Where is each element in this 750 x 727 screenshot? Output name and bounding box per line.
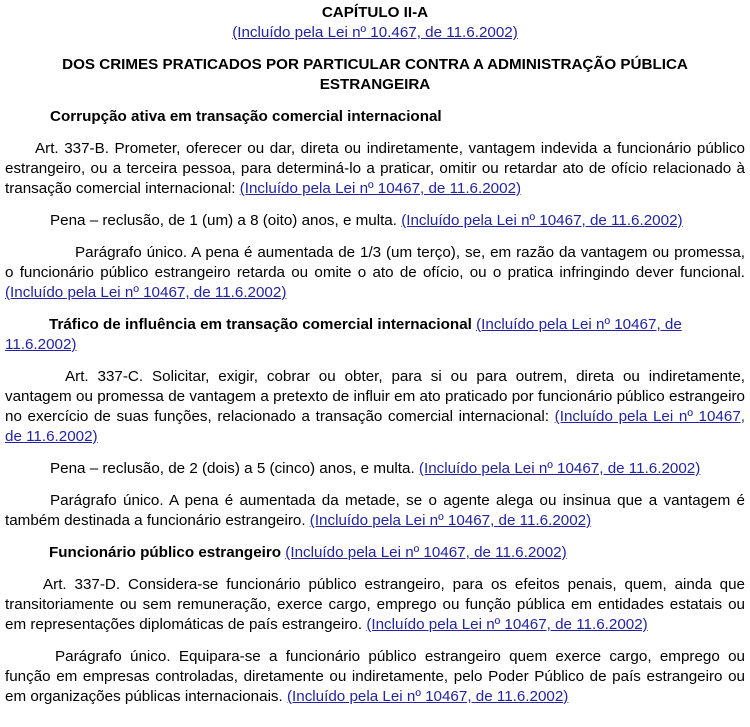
paragrafo-337c-law-link[interactable]: (Incluído pela Lei nº 10467, de 11.6.2002)	[309, 512, 592, 529]
pena-337c-law-link[interactable]: (Incluído pela Lei nº 10467, de 11.6.2002)	[418, 460, 701, 477]
section-title: DOS CRIMES PRATICADOS POR PARTICULAR CONTRA A ADMINISTRAÇÃO PÚBLICA ESTRANGEIRA	[62, 56, 688, 93]
article-337b-text: Art. 337-B. Prometer, oferecer ou dar, direta ou indiretamente, vantagem indevida a funcionário público estrangeiro, ou a terceira pessoa, para determiná-lo a praticar, omitir ou retardar ato de ofício relacionado à transação comercial internacional:	[5, 140, 745, 197]
heading-trafico-law-link[interactable]: (Incluído pela Lei nº 10467, de 11.6.2002)	[5, 316, 682, 353]
pena-337b-text: Pena – reclusão, de 1 (um) a 8 (oito) anos, e multa.	[50, 212, 402, 229]
heading-trafico-influencia-title: Tráfico de influência em transação comercial internacional	[49, 316, 472, 333]
chapter-note	[5, 23, 745, 43]
heading-funcionario-title: Funcionário público estrangeiro	[49, 544, 282, 561]
heading-trafico-influencia	[5, 315, 745, 355]
pena-337b	[5, 211, 745, 231]
chapter-title: CAPÍTULO II-A	[321, 4, 429, 21]
paragrafo-337b-law-link[interactable]: (Incluído pela Lei nº 10467, de 11.6.2002)	[5, 284, 287, 301]
paragrafo-337d-law-link[interactable]: (Incluído pela Lei nº 10467, de 11.6.2002)	[286, 688, 569, 705]
paragrafo-337d	[5, 647, 745, 707]
pena-337c-text: Pena – reclusão, de 2 (dois) a 5 (cinco) anos, e multa.	[50, 460, 419, 477]
article-337c	[5, 367, 745, 447]
paragrafo-337b	[5, 243, 745, 303]
paragrafo-337c-text: Parágrafo único. A pena é aumentada da metade, se o agente alega ou insinua que a vantagem é também destinada a funcionário estrangeiro.	[5, 492, 745, 529]
heading-funcionario-estrangeiro	[5, 543, 745, 563]
article-337b	[5, 139, 745, 199]
article-337b-law-link[interactable]: (Incluído pela Lei nº 10467, de 11.6.2002)	[239, 180, 522, 197]
article-337d-text: Art. 337-D. Considera-se funcionário público estrangeiro, para os efeitos penais, quem, ainda que transitoriamente ou sem remuneração, exerce cargo, emprego ou função pública em entidades estatais ou em representações diplomáticas de país estrangeiro.	[5, 576, 745, 633]
article-337d	[5, 575, 745, 635]
pena-337c	[5, 459, 745, 479]
paragrafo-337d-text: Parágrafo único. Equipara-se a funcionário público estrangeiro quem exerce cargo, emprego ou função em empresas controladas, diretamente ou indiretamente, pelo Poder Público de país estrangeiro ou em organizações públicas internacionais.	[5, 648, 745, 705]
heading-corrupcao-ativa: Corrupção ativa em transação comercial internacional	[50, 108, 442, 125]
paragrafo-337c	[5, 491, 745, 531]
article-337d-law-link[interactable]: (Incluído pela Lei nº 10467, de 11.6.2002)	[366, 616, 648, 633]
heading-funcionario-law-link[interactable]: (Incluído pela Lei nº 10467, de 11.6.2002)	[285, 544, 567, 561]
chapter-law-link[interactable]: (Incluído pela Lei nº 10.467, de 11.6.2002)	[232, 24, 518, 41]
paragrafo-337b-text: Parágrafo único. A pena é aumentada de 1/3 (um terço), se, em razão da vantagem ou promessa, o funcionário público estrangeiro retarda ou omite o ato de ofício, ou o pratica infringindo dever funcional.	[5, 244, 745, 281]
article-337c-law-link[interactable]: (Incluído pela Lei nº 10467, de 11.6.2002)	[5, 408, 745, 445]
pena-337b-law-link[interactable]: (Incluído pela Lei nº 10467, de 11.6.2002)	[401, 212, 683, 229]
article-337c-text: Art. 337-C. Solicitar, exigir, cobrar ou obter, para si ou para outrem, direta ou indiretamente, vantagem ou promessa de vantagem a pretexto de influir em ato praticado por funcionário público estrangeiro no exercício de suas funções, relacionado a transação comercial internacional:	[5, 368, 745, 425]
